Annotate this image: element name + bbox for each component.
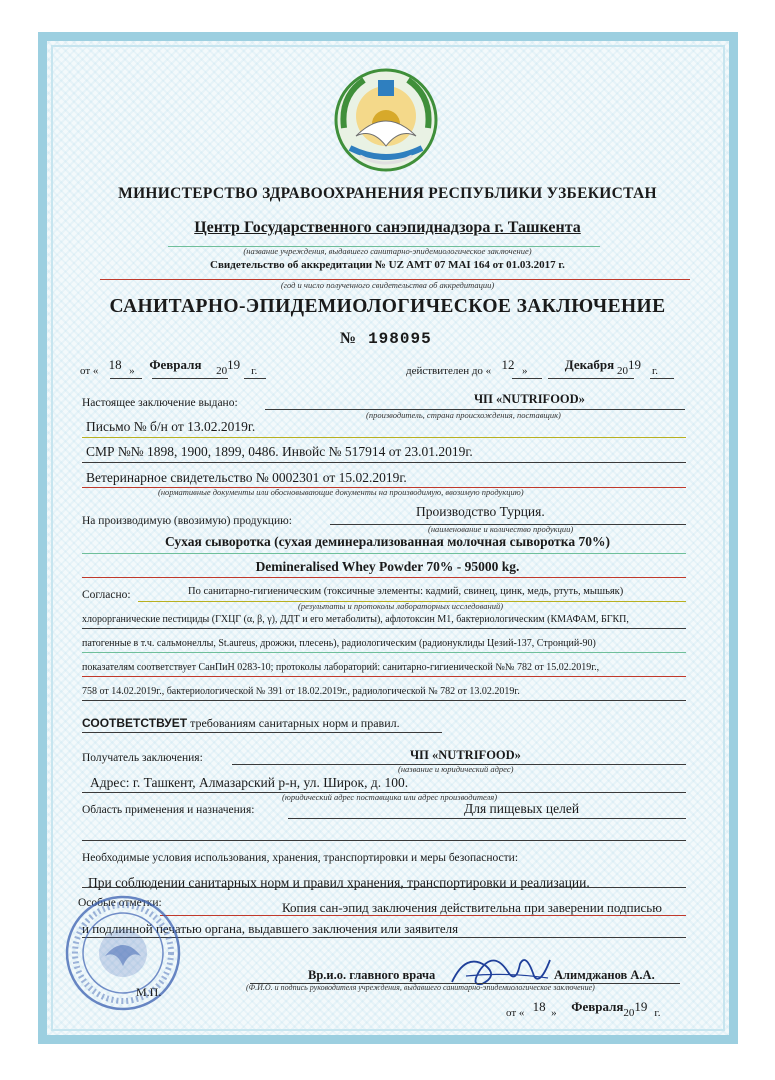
according-caption: (результаты и протоколы лабораторных исследований) [298,601,504,611]
according-line-3: патогенные в т.ч. сальмонеллы, St.aureus, дрожжи, плесень), радиологическим (радионуклиды Цезий-137, Стронций-90) [82,638,596,649]
signer-name: Алимджанов А.А. [554,968,655,982]
basis-line-3: Ветеринарное свидетельство № 0002301 от 15.02.2019г. [86,470,407,485]
conformity-statement [82,716,400,731]
product-quantity: Demineralised Whey Powder 70% - 95000 kg. [255,559,520,574]
issue-day-line [110,378,142,379]
issued-to-value: ЧП «NUTRIFOOD» [474,392,585,406]
signer-title: Вр.и.о. главного врача [308,968,436,982]
official-stamp-icon [64,894,182,1012]
accreditation-text: Свидетельство об аккредитации № UZ AMT 07 MAI 164 от 01.03.2017 г. [210,259,565,271]
recipient-label: Получатель заключения: [82,752,203,764]
issue-date-mid: » [129,365,135,377]
recipient-address: Адрес: г. Ташкент, Алмазарский р-н, ул. Широк, д. 100. [90,775,409,790]
valid-prefix: действителен до « [406,365,492,377]
document-title: САНИТАРНО-ЭПИДЕМИОЛОГИЧЕСКОЕ ЗАКЛЮЧЕНИЕ [109,296,666,317]
issue-month-line [152,378,228,379]
valid-year-prefix: 20 [616,365,628,377]
according-underline-2 [82,628,686,629]
valid-until [406,357,658,378]
valid-mid: » [521,365,528,377]
basis-underline-2 [82,462,686,463]
product-quantity-line [82,577,686,578]
according-line-5: 758 от 14.02.2019г., бактериологической № 391 от 18.02.2019г., радиологической № 782 от 13.02.2019г. [82,686,520,697]
product-label: На производимую (ввозимую) продукцию: [82,515,292,527]
basis-underline-1 [82,437,686,438]
conditions-value: При соблюдении санитарных норм и правил хранения, транспортировки и реализации. [88,875,590,890]
product-caption: (наименование и количество продукции) [428,524,574,534]
document-number [340,330,432,348]
according-label: Согласно: [82,589,131,601]
sign-date-suffix: г. [654,1007,661,1019]
state-emblem-icon [330,66,442,174]
basis-line-2: СМР №№ 1898, 1900, 1899, 0486. Инвойс № 517914 от 23.01.2019г. [86,444,473,459]
according-underline-3 [82,652,686,653]
valid-day: 12 [501,357,515,372]
institution-name: Центр Государственного санэпиднадзора г. Ташкента [194,219,581,236]
stamp-mark: М.П. [136,985,162,999]
conformity-underline [82,732,442,733]
conditions-line [82,887,686,888]
product-name-line [82,553,686,554]
valid-year-line [650,378,674,379]
sign-month: Февраля [571,999,624,1014]
notes-line-2: и подлинной печатью органа, выдавшего заключения или заявителя [82,921,459,936]
issue-month: Февраля [149,357,202,372]
issued-to-caption: (производитель, страна происхождения, поставщик) [366,410,561,420]
basis-caption: (нормативные документы или обосновывающие документы на производимую, ввозимую продукцию) [158,487,524,497]
scope-value: Для пищевых целей [464,801,580,816]
conformity-strong: СООТВЕТСТВУЕТ [82,716,188,730]
notes-line-1: Копия сан-эпид заключения действительна при заверении подписью [282,900,662,915]
issued-to-label: Настоящее заключение выдано: [82,397,238,409]
valid-month: Декабря [564,357,615,372]
signer-caption: (Ф.И.О. и подпись руководителя учреждения, выдавшего санитарно-эпидемиологическое заключение) [246,983,595,992]
valid-year: 19 [627,357,641,372]
sign-date-prefix: от « [506,1007,525,1019]
accreditation-caption: (год и число полученного свидетельства об аккредитации) [280,280,495,290]
issue-date-prefix: от « [80,365,99,377]
according-line-2: хлорорганические пестициды (ГХЦГ (α, β, γ), ДДТ и его метаболиты), афлотоксин М1, бактериологическим (КМАФАМ, БГКП, [82,614,629,625]
scope-line-2 [82,840,686,841]
number-label: № [340,330,357,347]
conformity-rest: требованиям санитарных норм и правил. [187,716,400,730]
sign-day: 18 [532,999,546,1014]
valid-month-line [548,378,634,379]
sign-year: 19 [634,999,648,1014]
scope-line [288,818,686,819]
product-origin: Производство Турция. [416,504,545,519]
notes-label: Особые отметки: [78,897,162,909]
basis-line-1: Письмо № б/н от 13.02.2019г. [86,419,256,434]
sign-date-mid: » [551,1007,557,1019]
notes-underline-1 [160,915,686,916]
issue-year: 19 [227,357,241,372]
sign-year-prefix: 20 [623,1007,635,1019]
according-underline-5 [82,700,686,701]
recipient-caption: (название и юридический адрес) [398,764,514,774]
according-underline-4 [82,676,686,677]
institution-caption: (название учреждения, выдавшего санитарно-эпидемиологическое заключение) [243,246,532,256]
valid-day-line [512,378,542,379]
issue-day: 18 [108,357,122,372]
issue-year-prefix: 20 [216,365,228,377]
scope-label: Область применения и назначения: [82,804,255,816]
conditions-label: Необходимые условия использования, хранения, транспортировки и меры безопасности: [82,852,519,864]
number-value: 198095 [368,330,432,348]
sign-date [506,999,661,1020]
product-name: Сухая сыворотка (сухая деминерализованная молочная сыворотка 70%) [165,534,610,549]
according-line-1: По санитарно-гигиеническим (токсичные элементы: кадмий, свинец, цинк, медь, ртуть, мышьяк) [188,586,624,597]
issue-year-line [244,378,266,379]
issue-date [80,357,258,378]
valid-suffix: г. [651,365,658,377]
according-line-4: показателям соответствует СанПиН 0283-10; протоколы лабораторий: санитарно-гигиенической №№ 782 от 15.02.2019г., [82,662,600,673]
ministry-heading: МИНИСТЕРСТВО ЗДРАВООХРАНЕНИЯ РЕСПУБЛИКИ УЗБЕКИСТАН [118,185,657,202]
address-caption: (юридический адрес поставщика или адрес производителя) [282,792,498,802]
recipient-value: ЧП «NUTRIFOOD» [410,748,521,762]
issue-date-suffix: г. [251,365,258,377]
